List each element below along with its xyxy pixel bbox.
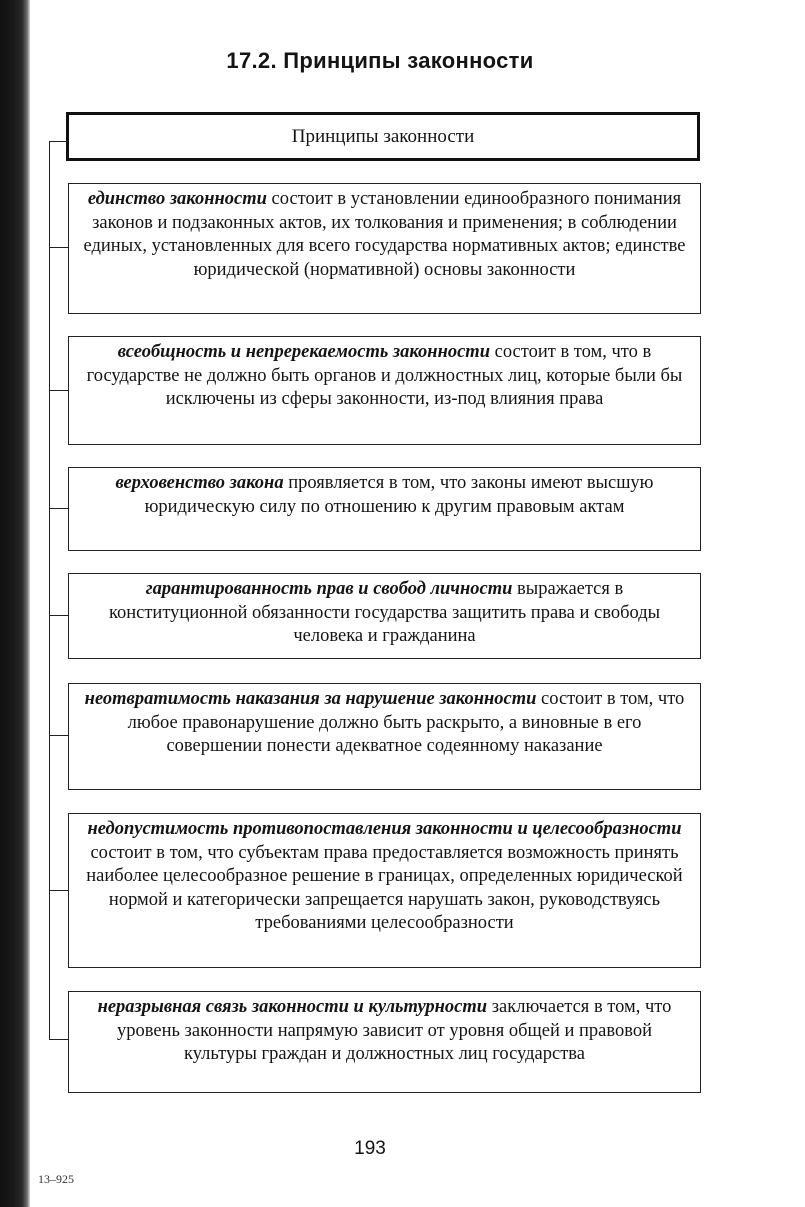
page-title: 17.2. Принципы законности	[226, 48, 534, 73]
connector-tick-6	[49, 890, 68, 891]
principle-term: недопустимость противопоставления законности и целесообразности	[87, 819, 682, 839]
principle-description: состоит в том, что в государстве не должно быть органов и должностных лиц, которые были бы исключены из сферы законности, из-под влияния права	[86, 342, 683, 409]
principle-term: неразрывная связь законности и культурности	[97, 997, 488, 1017]
principle-description: заключается в том, что уровень законности напрямую зависит от уровня общей и правовой культуры граждан и должностных лиц государства	[117, 997, 672, 1064]
principle-box-universality	[68, 336, 701, 445]
connector-spine	[49, 141, 50, 1039]
connector-tick-2	[49, 390, 68, 391]
principle-description: состоит в том, что субъектам права предоставляется возможность принять наиболее целесообразное решение в границах, определенных юридической нормой и категорически запрещается нарушать закон, руководствуясь требованиями целесообразности	[86, 842, 683, 933]
connector-tick-header	[49, 141, 68, 142]
page-number: 193	[354, 1138, 386, 1159]
principle-description: состоит в установлении единообразного понимания законов и подзаконных актов, их толкования и применения; в соблюдении единых, установленных для всего государства нормативных актов; единстве юридической (нормативной) основы законности	[83, 189, 686, 280]
diagram-header-box	[66, 112, 700, 161]
diagram-header-label: Принципы законности	[291, 125, 475, 147]
principle-term: единство законности	[87, 189, 267, 209]
principle-box-inevitability-of-punishment	[68, 683, 701, 790]
principle-box-unity	[68, 183, 701, 314]
connector-tick-3	[49, 508, 68, 509]
principle-term: гарантированность прав и свобод личности	[145, 579, 513, 599]
print-mark: 13–925	[38, 1172, 74, 1186]
principle-box-guaranteed-rights	[68, 573, 701, 659]
principle-box-legality-vs-expediency	[68, 813, 701, 968]
page-binding-edge	[0, 0, 30, 1207]
principle-box-legality-and-culture	[68, 991, 701, 1093]
principle-term: неотвратимость наказания за нарушение законности	[84, 689, 537, 709]
principle-term: всеобщность и непререкаемость законности	[117, 342, 490, 362]
connector-tick-7	[49, 1039, 68, 1040]
connector-tick-1	[49, 247, 68, 248]
connector-tick-4	[49, 615, 68, 616]
connector-tick-5	[49, 735, 68, 736]
principle-description: выражается в конституционной обязанности государства защитить права и свободы человека и гражданина	[108, 579, 661, 646]
principle-box-supremacy-of-law	[68, 467, 701, 551]
principle-description: проявляется в том, что законы имеют высшую юридическую силу по отношению к другим правовым актам	[144, 473, 654, 517]
principle-term: верховенство закона	[115, 473, 284, 493]
principle-description: состоит в том, что любое правонарушение должно быть раскрыто, а виновные в его совершении понести адекватное содеянному наказание	[127, 689, 685, 756]
